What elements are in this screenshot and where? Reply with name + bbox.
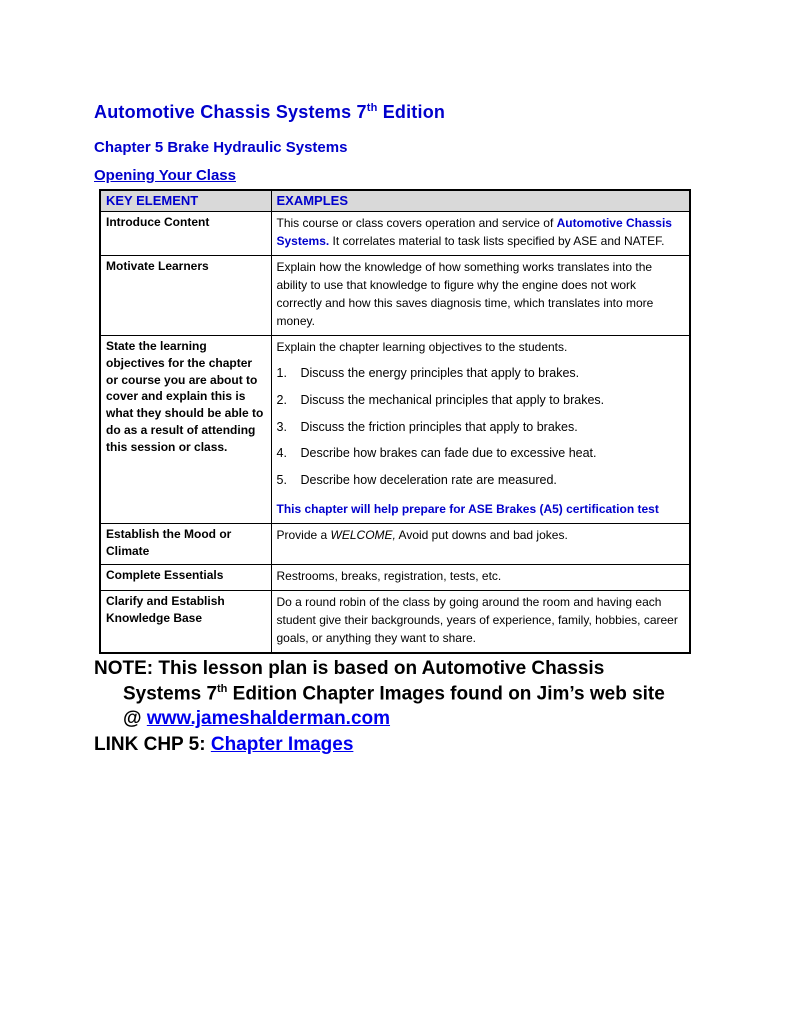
section-heading: Opening Your Class [94, 167, 236, 184]
example-cell: Do a round robin of the class by going around the room and having each student give their backgrounds, years of experience, family, hobbies, career goals, or anything they want to share. [271, 591, 690, 654]
key-cell: Clarify and Establish Knowledge Base [100, 591, 271, 654]
objective-text: Discuss the mechanical principles that apply to brakes. [300, 392, 605, 407]
chapter-heading: Chapter 5 Brake Hydraulic Systems [94, 139, 348, 156]
table-row-establish-mood [100, 523, 690, 565]
objective-text: Describe how deceleration rate are measured. [300, 473, 557, 487]
key-cell: Motivate Learners [100, 256, 271, 336]
title-superscript: th [366, 102, 378, 114]
objectives-intro: Explain the chapter learning objectives to the students. [276, 340, 568, 354]
link-label: LINK CHP 5: [94, 733, 211, 755]
objective-list-item [277, 471, 683, 490]
objective-number: 1. [276, 366, 287, 380]
link-chp5-line [94, 733, 682, 758]
note-text: NOTE: This lesson plan is based on Automotive Chassis Systems 7 [94, 658, 605, 705]
table-row-introduce-content [100, 212, 690, 256]
objective-number: 2. [276, 392, 287, 407]
table-row-learning-objectives [100, 336, 690, 524]
lesson-plan-table [99, 189, 691, 654]
note-text: Edition Chapter Images found on Jim’s web site @ [123, 683, 665, 730]
document-title [94, 102, 700, 123]
example-text: Provide a [276, 527, 331, 542]
objective-text: Discuss the friction principles that apply to brakes. [300, 419, 578, 434]
note-superscript: th [217, 683, 228, 696]
key-cell: Complete Essentials [100, 565, 271, 591]
objective-list-item [277, 391, 683, 410]
objective-number: 3. [276, 419, 287, 434]
key-cell: State the learning objectives for the chapter or course you are about to cover and explain this is what they should be able to do as a result of attending this session or class. [100, 336, 271, 524]
table-header-row [100, 190, 690, 212]
example-text: Avoid put downs and bad jokes. [395, 527, 568, 542]
example-cell: Restrooms, breaks, registration, tests, etc. [271, 565, 690, 591]
example-text: This course or class covers operation and service of [276, 216, 557, 230]
example-cell: Explain how the knowledge of how something works translates into the ability to use that knowledge to figure why the engine does not work correctly and how this saves diagnosis time, which translates into more money. [271, 256, 690, 336]
example-text: It correlates material to task lists specified by ASE and NATEF. [329, 234, 665, 248]
key-cell: Introduce Content [100, 212, 271, 256]
table-row-motivate-learners [100, 256, 690, 336]
highlighted-text: Automotive Chassis Systems. [276, 216, 672, 248]
table-row-clarify-knowledge-base [100, 591, 690, 654]
key-cell: Establish the Mood or Climate [100, 523, 271, 565]
example-cell [271, 523, 690, 565]
objective-number: 5. [276, 473, 287, 487]
objective-number: 4. [276, 446, 287, 461]
objective-text: Describe how brakes can fade due to excessive heat. [300, 446, 597, 461]
title-tail: Edition [377, 102, 446, 122]
objective-list-item [277, 444, 683, 463]
welcome-italic-text: WELCOME, [330, 527, 396, 542]
note-paragraph [94, 657, 682, 731]
chapter-images-link[interactable]: Chapter Images [210, 733, 354, 755]
ase-certification-note: This chapter will help prepare for ASE Brakes (A5) certification test [276, 501, 659, 516]
example-cell [271, 336, 690, 524]
objective-list-item [277, 364, 683, 383]
objective-text: Discuss the energy principles that apply to brakes. [300, 366, 580, 380]
objective-list-item [277, 418, 683, 437]
example-cell [271, 212, 690, 256]
title-text: Automotive Chassis Systems 7 [94, 102, 367, 122]
jameshalderman-website-link[interactable]: www.jameshalderman.com [146, 708, 391, 730]
examples-header: EXAMPLES [271, 190, 690, 212]
key-element-header: KEY ELEMENT [100, 190, 271, 212]
table-row-complete-essentials [100, 565, 690, 591]
